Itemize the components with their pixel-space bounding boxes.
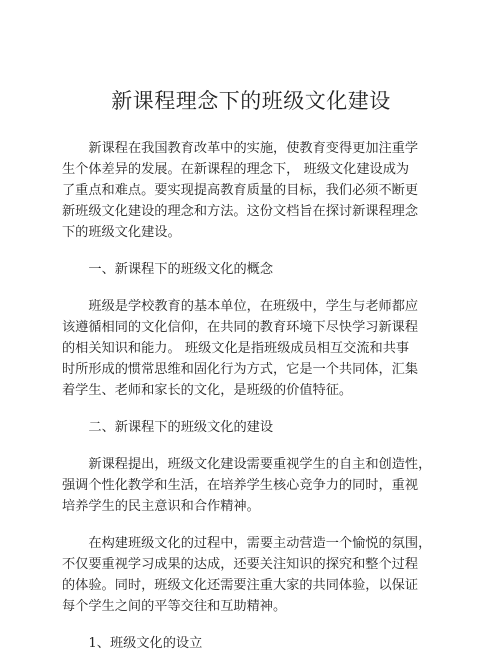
text-line: 新课程在我国教育改革中的实施，使教育变得更加注重学 bbox=[88, 141, 419, 156]
text-line: 培养学生的民主意识和合作精神。 bbox=[62, 499, 260, 514]
text-line: 的相关知识和能力。 班级文化是指班级成员相互交流和共事 bbox=[62, 341, 410, 356]
text-line: 在构建班级文化的过程中，需要主动营造一个愉悦的氛围， bbox=[88, 536, 432, 551]
paragraph bbox=[62, 296, 440, 401]
text-line: 时所形成的惯常思维和固化行为方式，它是一个共同体，汇集 bbox=[62, 362, 419, 377]
document-body bbox=[62, 138, 440, 654]
section-heading bbox=[62, 633, 440, 654]
text-line: 强调个性化教学和生活，在培养学生核心竞争力的同时，重视 bbox=[62, 478, 419, 493]
paragraph bbox=[62, 454, 440, 517]
text-line: 班级是学校教育的基本单位，在班级中，学生与老师都应 bbox=[88, 299, 419, 314]
text-line: 生个体差异的发展。在新课程的理念下， 班级文化建设成为 bbox=[62, 162, 410, 177]
text-line: 着学生、老师和家长的文化，是班级的价值特征。 bbox=[62, 383, 353, 398]
section-heading bbox=[62, 417, 440, 438]
text-line: 的体验。同时，班级文化还需要注重大家的共同体验，以保证 bbox=[62, 578, 419, 593]
text-line: 新课程提出，班级文化建设需要重视学生的自主和创造性， bbox=[88, 457, 432, 472]
paragraph bbox=[62, 138, 440, 243]
text-line: 该遵循相同的文化信仰，在共同的教育环境下尽快学习新课程 bbox=[62, 320, 419, 335]
text-line: 不仅要重视学习成果的达成，还要关注知识的探究和整个过程 bbox=[62, 557, 419, 572]
text-line: 每个学生之间的平等交往和互助精神。 bbox=[62, 599, 287, 614]
page-title: 新课程理念下的班级文化建设 bbox=[111, 89, 391, 113]
text-line: 1、班级文化的设立 bbox=[88, 636, 203, 651]
text-line: 了重点和难点。要实现提高教育质量的目标，我们必须不断更 bbox=[62, 183, 419, 198]
text-line: 新班级文化建设的理念和方法。这份文档旨在探讨新课程理念 bbox=[62, 204, 419, 219]
section-heading bbox=[62, 259, 440, 280]
paragraph bbox=[62, 533, 440, 617]
text-line: 一、新课程下的班级文化的概念 bbox=[88, 262, 274, 277]
text-line: 下的班级文化建设。 bbox=[62, 225, 181, 240]
text-line: 二、新课程下的班级文化的建设 bbox=[88, 420, 274, 435]
